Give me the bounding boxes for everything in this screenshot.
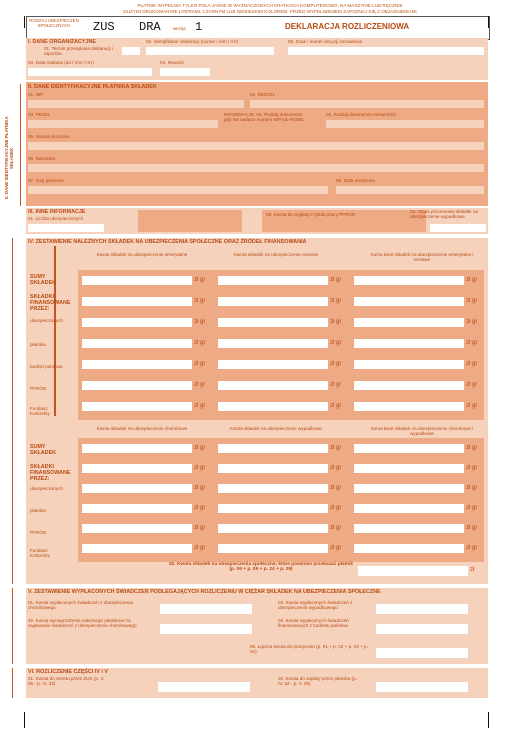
section-6 [26,668,488,698]
field-04-input[interactable] [160,68,210,76]
zl-label: zł gr [330,361,342,367]
s5-f02-input[interactable] [160,624,252,634]
zl-label: zł gr [194,445,206,451]
amount-cell[interactable] [354,339,464,348]
amount-cell[interactable] [354,484,464,493]
amount-cell[interactable] [218,484,328,493]
nip-input[interactable] [28,100,244,108]
row-pfron-1: PFRON [30,386,47,391]
zl-label: zł gr [466,445,478,451]
row-fk-1: Fundusz Kościelny [30,406,50,417]
field-03-input[interactable] [28,68,152,76]
zl-label: zł gr [466,382,478,388]
amount-cell[interactable] [218,402,328,411]
zl-label: zł gr [466,525,478,531]
amount-cell[interactable] [82,504,192,513]
section-5-bracket [12,588,13,664]
amount-cell[interactable] [354,544,464,553]
zl-label: zł gr [194,485,206,491]
amount-cell[interactable] [354,381,464,390]
sumy-label-1: SUMY SKŁADEK [30,274,57,286]
col6-header: Suma kwot składek na ubezpieczenie chorobowe i wypadkowe [370,426,474,437]
amount-cell[interactable] [82,402,192,411]
zl-label: zł gr [466,298,478,304]
section-5-title: V. ZESTAWIENIE WYPŁACONYCH ŚWIADCZEŃ PODLEGAJĄCYCH ROZLICZENIU W CIĘŻAR SKŁADEK NA UBEZPIECZENIA SPOŁECZNE [28,589,381,595]
regon-label: 02. REGON [250,92,275,97]
amount-cell[interactable] [218,276,328,285]
section-4 [26,238,488,584]
surname-input[interactable] [28,164,484,172]
amount-cell[interactable] [354,444,464,453]
amount-cell[interactable] [218,544,328,553]
section-6-title: VI. ROZLICZENIE CZĘŚCI IV i V [28,669,108,675]
corner-mark-br [488,712,489,728]
sumy-label-2: SUMY SKŁADEK [30,444,57,456]
info-label: INFORMACJE: 05. Rodzaj dokumentu gdy nie nadano numeru NIP lub PESEL [224,112,305,123]
amount-cell[interactable] [82,318,192,327]
corner-mark-tr [488,16,489,28]
field-05-input[interactable] [288,47,484,55]
section-2-side-label: II. DANE IDENTYFIKACYJNE PŁATNIKA SKŁADEK [4,116,14,200]
s5-f05-input[interactable] [376,648,468,658]
col4-header: Kwota składek na ubezpieczenie chorobowe [96,426,188,431]
row-platnik-1: płatnika [30,342,46,347]
s5-f01-label: 01. Kwota wypłaconych świadczeń z ubezpieczenia chorobowego [28,600,133,611]
field-03-label: 03. Data nadania (dd / mm / rrrr) [28,60,94,65]
rate-box [138,210,242,232]
zl-label: zł gr [330,525,342,531]
section-1 [26,38,488,80]
row-ubezp-2: ubezpieczonych [30,486,63,491]
zl-label: zł gr [330,319,342,325]
amount-cell[interactable] [354,360,464,369]
s6-f02-input[interactable] [376,682,468,692]
amount-cell[interactable] [218,504,328,513]
row-platnik-2: płatnika [30,508,46,513]
amount-cell[interactable] [354,297,464,306]
s6-f01-input[interactable] [158,682,250,692]
row-ubezp-1: ubezpieczonych [30,318,63,323]
s6-f01-label: 01. Kwota do zwrotu przez ZUS (p. V. 05 - p. IV. 32) [28,676,105,687]
zl-label: zł gr [466,485,478,491]
amount-cell[interactable] [218,318,328,327]
dra-label: DRA [139,20,161,34]
short-name-label: 05. Nazwa skrócona [28,134,70,139]
form-header-box [26,16,490,40]
zl-label: zł gr [330,382,342,388]
amount-cell[interactable] [354,524,464,533]
zl-label: zł gr [466,277,478,283]
section-3-title: III. INNE INFORMACJE [28,209,86,215]
row-budzet-1: budżet państwa [30,364,63,369]
field-04-label: 04. Nowość [160,60,185,65]
s5-f04-label: 04. Kwota wypłaconych świadczeń finansowanych z budżetu państwa [278,618,349,629]
zl-label: zł gr [330,485,342,491]
amount-cell[interactable] [354,276,464,285]
amount-cell[interactable] [82,464,192,473]
section-6-bracket [12,668,13,698]
zl-label: zł gr [466,403,478,409]
zl-label: zł gr [194,319,206,325]
pfron-label: 03. Kwota do wypłaty z tytułu pracy PFRON [266,212,356,217]
amount-cell[interactable] [82,381,192,390]
doc-type-label: 04. Rodzaj dokumentu tożsamości [326,112,397,117]
doc-type-input[interactable] [326,120,484,128]
col2-header: Kwota składek na ubezpieczenia rentowe [233,252,319,257]
insured-count-input[interactable] [28,224,104,232]
amount-cell[interactable] [82,360,192,369]
zl-label: zł gr [330,505,342,511]
zl-label: zł gr [330,340,342,346]
amount-cell[interactable] [82,484,192,493]
section-2-title: II. DANE IDENTYFIKACYJNE PŁATNIKA SKŁADEK [28,84,157,90]
s5-f03-label: 03. Kwota wypłaconych świadczeń z ubezpieczenia wypadkowego [278,600,353,611]
version-value: 1 [195,20,203,34]
birth-date-label: 08. Data urodzenia [336,178,375,183]
sum-32-input[interactable] [358,566,468,576]
zl-label: zł gr [466,340,478,346]
zl-label: zł gr [194,298,206,304]
col5-header: Kwota składek na ubezpieczenie wypadkowe [230,426,322,431]
fin-label-2: SKŁADKI FINANSOWANE PRZEZ: [30,464,71,482]
first-name-input[interactable] [28,186,328,194]
amount-cell[interactable] [82,276,192,285]
zl-label: zł gr [194,465,206,471]
s5-f02-label: 02. Kwota wynagrodzenia należnego płatnikowi za wypłacanie świadczeń z ubezpieczenia chorobowego [28,618,137,629]
zl-label: zł gr [194,505,206,511]
s5-f05-label: 05. Łączna kwota do potrącenia (p. 01 + p. 02 + p. 03 + p. 04) [250,644,368,655]
amount-cell[interactable] [218,444,328,453]
amount-cell[interactable] [354,402,464,411]
zus-label: ZUS [93,20,115,34]
corner-mark-tl [24,16,25,28]
zl-label: zł gr [330,465,342,471]
amount-cell[interactable] [354,318,464,327]
pesel-label: 03. PESEL [28,112,51,117]
amount-cell[interactable] [82,544,192,553]
first-name-label: 07. Imię pierwsze [28,178,64,183]
corner-mark-bl [24,712,25,728]
field-02-label: 02. Identyfikator deklaracji (numer / mm / rrrr) [146,39,239,44]
zl-label: zł gr [194,403,206,409]
birth-date-input[interactable] [336,186,484,194]
s5-f01-input[interactable] [160,604,252,614]
sum-32-label: 32. Kwota składek na ubezpieczenia społeczne, które powinien przekazać płatnik (p. 06 + p. 09 + p. 24 + p. 29) [168,562,354,572]
amount-cell[interactable] [218,360,328,369]
section-3 [26,208,488,234]
form-title: DEKLARACJA ROZLICZENIOWA [285,22,410,31]
zl-label: zł gr [466,505,478,511]
s6-f02-label: 02. Kwota do zapłaty przez płatnika (p. IV. 32 - p. V. 05) [278,676,357,687]
section-5 [26,588,488,664]
zl-label: zł gr [194,382,206,388]
amount-cell[interactable] [82,524,192,533]
rate-label: 04. Stopa procentowa składek na ubezpieczenie wypadkowe [410,209,478,220]
zl-label: zł gr [194,361,206,367]
zl-label: zł gr [330,277,342,283]
s5-f03-input[interactable] [376,604,468,614]
form-type-label: RODZAJ UBEZPIECZEŃ SPOŁECZNYCH [29,18,79,28]
amount-cell[interactable] [218,339,328,348]
version-label: wersja [173,26,186,31]
zl-label: zł gr [466,361,478,367]
amount-cell[interactable] [354,504,464,513]
zl-label: zł gr [330,545,342,551]
surname-label: 06. Nazwisko [28,156,56,161]
regon-input[interactable] [250,100,484,108]
amount-cell[interactable] [82,297,192,306]
bottom-grid-cells [78,438,484,562]
insured-count-label: 01. Liczba ubezpieczonych [28,216,84,221]
col3-header: Suma kwot składek na ubezpieczenie emerytalne i rentowe [370,252,474,263]
field-01-input[interactable] [122,47,140,55]
row-fk-2: Fundusz Kościelny [30,548,50,559]
zl-label: zł gr [330,445,342,451]
zl-label: zł gr [330,403,342,409]
field-05-label: 05. Znak / numer decyzji zezwolenia [288,39,363,44]
amount-cell[interactable] [218,297,328,306]
zl-label: zł gr [466,465,478,471]
amount-cell[interactable] [82,444,192,453]
s5-f04-input[interactable] [376,624,468,634]
zl-label: zł gr [194,525,206,531]
instruction-line-2: DUŻYMI DRUKOWANYMI LITERAMI, CZARNYM LUB NIEBIESKIM KOLOREM. PRZED WYPEŁNIENIEM ZAPOZNAJ SIĘ Z OBJAŚNIENIAMI [123,9,417,14]
nip-label: 01. NIP [28,92,44,97]
amount-cell[interactable] [218,524,328,533]
zl-label: zł gr [330,298,342,304]
sum-32-zl: zł [470,567,475,573]
pfron-box [262,210,426,232]
section-1-title: I. DANE ORGANIZACYJNE [28,39,96,45]
pesel-input[interactable] [28,120,218,128]
zl-label: zł gr [466,319,478,325]
zl-label: zł gr [466,545,478,551]
section-2-bracket [20,84,21,206]
top-block-bracket [54,246,56,416]
field-02-input[interactable] [146,47,274,55]
amount-cell[interactable] [354,464,464,473]
instruction-line-1: PŁATNIK WYPEŁNIA TYLKO POLA JASNE W WYZNACZONYCH KRATKACH KOMPUTEROWO, NA MASZYNIE LUB RĘCZNIE [137,3,403,8]
section-4-title: IV. ZESTAWIENIE NALEŻNYCH SKŁADEK NA UBEZPIECZENIA SPOŁECZNE ORAZ ŹRÓDEŁ FINANSOWANIA [28,239,307,245]
section-4-bracket [12,238,13,584]
rate-input[interactable] [430,224,486,232]
top-grid-cells [78,270,484,420]
zl-label: zł gr [194,340,206,346]
amount-cell[interactable] [218,381,328,390]
col1-header: Kwota składek na ubezpieczenie emerytalne [96,252,188,257]
amount-cell[interactable] [82,339,192,348]
fin-label-1: SKŁADKI FINANSOWANE PRZEZ: [30,294,71,312]
section-2 [26,82,488,206]
zl-label: zł gr [194,545,206,551]
row-pfron-2: PFRON [30,530,47,535]
zl-label: zł gr [194,277,206,283]
amount-cell[interactable] [218,464,328,473]
field-01-label: 01. Termin przesyłania deklaracji i raportów [44,46,113,57]
short-name-input[interactable] [28,142,484,150]
